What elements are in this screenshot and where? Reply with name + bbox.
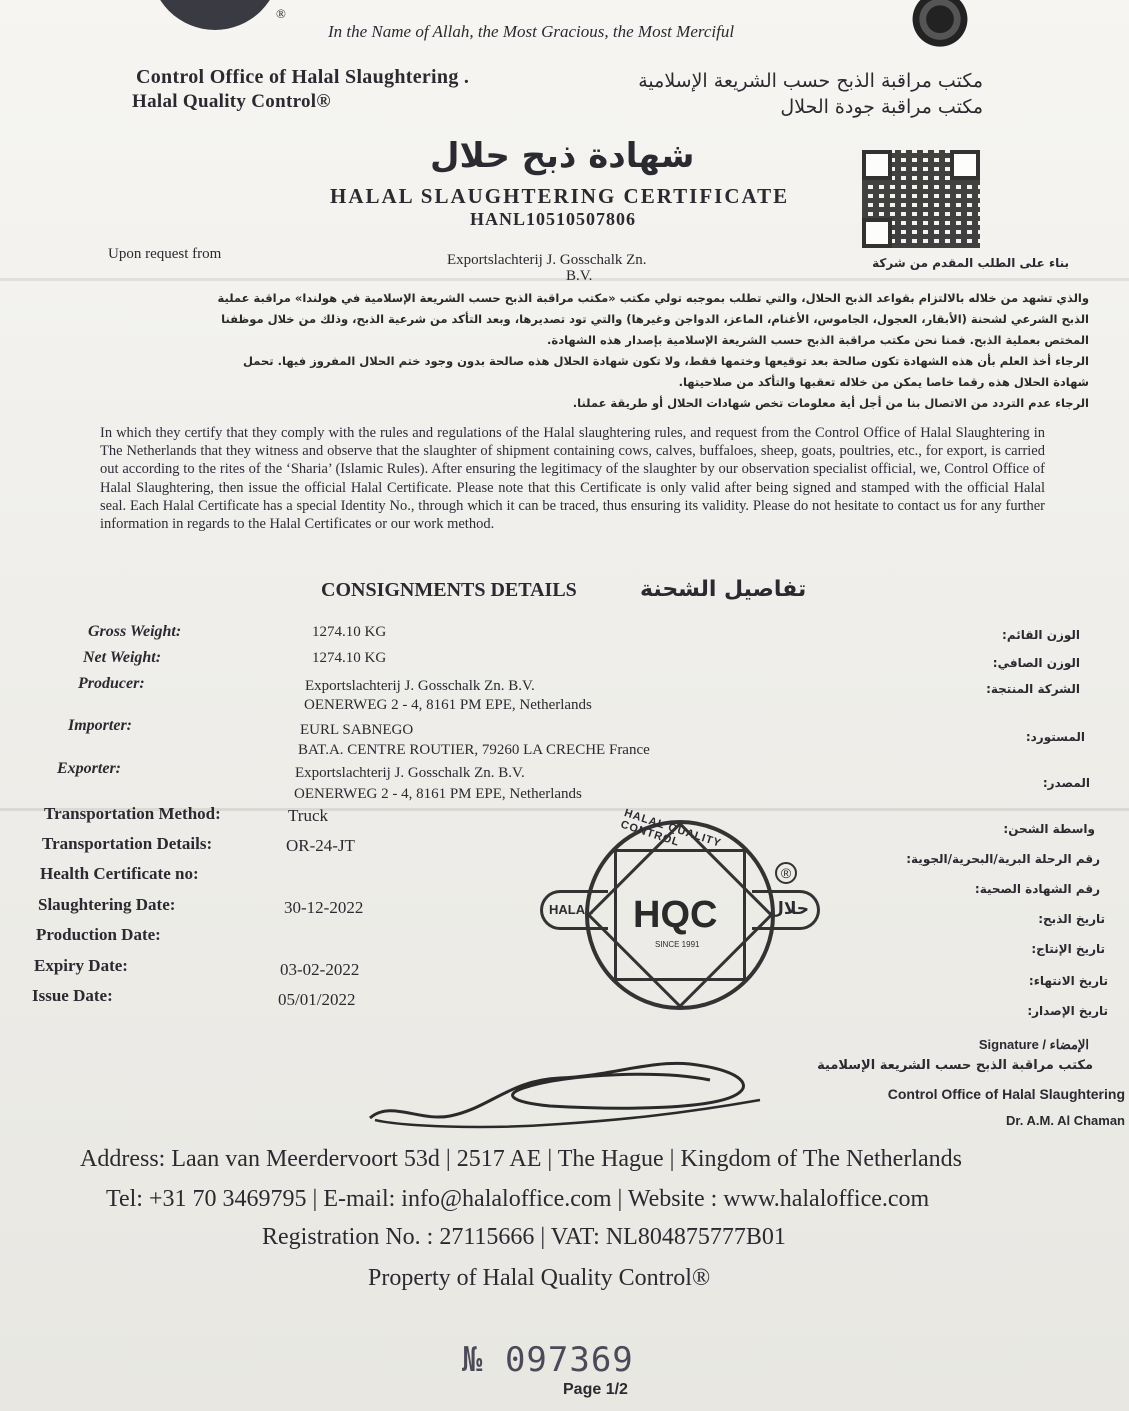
issue-date-label: Issue Date: bbox=[32, 986, 113, 1005]
signature-org-en: Control Office of Halal Slaughtering bbox=[887, 1086, 1125, 1102]
seal-right-arm-text: حلال bbox=[769, 899, 809, 919]
net-weight-value: 1274.10 KG bbox=[312, 650, 387, 666]
importer-line1: EURL SABNEGO bbox=[300, 722, 414, 738]
footer-registration: Registration No. : 27115666 | VAT: NL804875777B01 bbox=[262, 1224, 786, 1250]
arabic-line: المختص بعملية الذبح. فمنا نحن مكتب مراقبة الذبح حسب الشريعة الإسلامية بإصدار هذه الشهادة. bbox=[547, 333, 1089, 347]
exporter-line2: OENERWEG 2 - 4, 8161 PM EPE, Netherlands bbox=[294, 786, 582, 802]
serial-number: № 097369 bbox=[462, 1340, 634, 1380]
importer-label-ar: المستورد: bbox=[1025, 730, 1085, 744]
gross-weight-label-ar: الوزن القائم: bbox=[1002, 628, 1080, 642]
footer-address: Address: Laan van Meerdervoort 53d | 2517 AE | The Hague | Kingdom of The Netherlands bbox=[80, 1146, 962, 1172]
exporter-label-ar: المصدر: bbox=[1042, 776, 1090, 790]
net-weight-label: Net Weight: bbox=[83, 649, 162, 666]
org-name-ar-2: مكتب مراقبة جودة الحلال bbox=[780, 96, 983, 118]
exporter-line1: Exportslachterij J. Gosschalk Zn. B.V. bbox=[295, 765, 525, 781]
importer-label: Importer: bbox=[68, 717, 132, 734]
registered-mark: ® bbox=[276, 6, 286, 21]
seal-registered-mark: ® bbox=[775, 862, 797, 884]
expiry-date-label: Expiry Date: bbox=[34, 956, 128, 975]
certificate-title-ar: شهادة ذبح حلال bbox=[430, 136, 695, 176]
slaughter-date-value: 30-12-2022 bbox=[284, 898, 364, 917]
production-date-label-ar: تاريخ الإنتاج: bbox=[1031, 942, 1105, 956]
net-weight-label-ar: الوزن الصافي: bbox=[992, 656, 1080, 670]
english-body: In which they certify that they comply with the rules and regulations of the Halal slaughtering rules, and request from the Control Office of Halal Slaughtering in The Netherlands that they witness and observe that the slaughter of shipment containing cows, calves, buffaloes, sheep, goats, poultries, etc., for export, is carried out according to the rites of the ‘Sharia’ (Islamic Rules). After ensuring the legitimacy of the slaughter by our observation specialist official, we, Control Office of Halal Slaughtering, then issue the official Halal Certificate. Please note that this Certificate is only valid after being signed and stamped with the official Halal seal. Each Halal Certificate has a special Identity No., through which it can be traced, thus ensuring its validity. Please do not hesitate to contact us for any further information in regards to the Halal Certificates or our work method. bbox=[100, 425, 1045, 533]
signature-label: Signature / الإمضاء bbox=[978, 1037, 1089, 1052]
request-label-ar: بناء على الطلب المقدم من شركة bbox=[872, 256, 1069, 270]
signature-name: Dr. A.M. Al Chaman bbox=[1006, 1113, 1125, 1128]
producer-label: Producer: bbox=[78, 675, 145, 692]
org-name-en-2: Halal Quality Control® bbox=[132, 91, 331, 112]
arabic-line: الذبح الشرعي لشحنة (الأبقار، العجول، الجاموس، الأغنام، الماعز، الدواجن وغيرها) والتي تود تصديرها، وبعد التأكد من شرعية الذبح، وذلك من خلال موظفنا bbox=[221, 312, 1089, 326]
producer-line2: OENERWEG 2 - 4, 8161 PM EPE, Netherlands bbox=[304, 697, 592, 713]
request-label-en: Upon request from bbox=[108, 246, 222, 262]
issue-date-label-ar: تاريخ الإصدار: bbox=[1027, 1004, 1108, 1018]
org-name-en-1: Control Office of Halal Slaughtering . bbox=[136, 66, 470, 88]
transport-details-label: Transportation Details: bbox=[42, 834, 213, 853]
certificate-title-en: HALAL SLAUGHTERING CERTIFICATE bbox=[330, 184, 790, 208]
transport-method-value: Truck bbox=[288, 806, 328, 825]
bismillah-text: In the Name of Allah, the Most Gracious, the Most Merciful bbox=[328, 22, 735, 41]
handwritten-signature-icon bbox=[360, 1040, 780, 1130]
health-cert-label: Health Certificate no: bbox=[40, 864, 199, 883]
expiry-date-label-ar: تاريخ الانتهاء: bbox=[1028, 974, 1108, 988]
transport-method-label-ar: واسطة الشحن: bbox=[1003, 822, 1095, 836]
consignment-title-ar: تفاصيل الشحنة bbox=[640, 577, 807, 602]
qr-code-icon[interactable] bbox=[862, 150, 980, 248]
gross-weight-label: Gross Weight: bbox=[88, 623, 182, 640]
consignment-title-en: CONSIGNMENTS DETAILS bbox=[321, 579, 577, 601]
arabic-line: شهادة الحلال هذه رقما خاصا يمكن من خلاله تعقبها والتأكد من صلاحيتها. bbox=[678, 375, 1089, 389]
arabic-body bbox=[89, 288, 1089, 414]
producer-line1: Exportslachterij J. Gosschalk Zn. B.V. bbox=[305, 678, 535, 694]
expiry-date-value: 03-02-2022 bbox=[280, 960, 360, 979]
page-number: Page 1/2 bbox=[563, 1381, 628, 1398]
organization-logo-icon bbox=[150, 0, 280, 30]
request-company-line2: B.V. bbox=[566, 268, 593, 284]
paper-fold-top bbox=[0, 278, 1129, 281]
request-company-line1: Exportslachterij J. Gosschalk Zn. bbox=[447, 252, 647, 268]
transport-method-label: Transportation Method: bbox=[44, 804, 221, 823]
issue-date-value: 05/01/2022 bbox=[278, 990, 356, 1009]
production-date-label: Production Date: bbox=[36, 925, 161, 944]
calligraphy-emblem-icon bbox=[905, 0, 975, 48]
hqc-seal-stamp-icon bbox=[585, 807, 775, 1010]
exporter-label: Exporter: bbox=[57, 760, 121, 777]
signature-org-ar: مكتب مراقبة الذبح حسب الشريعة الإسلامية bbox=[817, 1058, 1093, 1073]
gross-weight-value: 1274.10 KG bbox=[312, 624, 387, 640]
slaughter-date-label-ar: تاريخ الذبح: bbox=[1038, 912, 1105, 926]
org-name-ar-1: مكتب مراقبة الذبح حسب الشريعة الإسلامية bbox=[638, 70, 983, 92]
producer-label-ar: الشركة المنتجة: bbox=[986, 682, 1080, 696]
arabic-line: الرجاء أخذ العلم بأن هذه الشهادة تكون صالحة بعد توقيعها وختمها فقط، ولا تكون شهادة الحلال هذه صالحة بدون وجود ختم الحلال المفروز فيها. تحمل bbox=[243, 354, 1089, 368]
transport-details-value: OR-24-JT bbox=[286, 836, 355, 855]
seal-center-text: HQC bbox=[633, 894, 718, 936]
seal-ring-text: HALAL QUALITY CONTROL bbox=[619, 807, 723, 850]
certificate-number: HANL10510507806 bbox=[470, 209, 637, 229]
seal-since-text: SINCE 1991 bbox=[655, 940, 700, 949]
transport-details-label-ar: رقم الرحلة البرية/البحرية/الجوية: bbox=[906, 852, 1100, 866]
footer-contact: Tel: +31 70 3469795 | E-mail: info@halaloffice.com | Website : www.halaloffice.com bbox=[106, 1186, 930, 1212]
importer-line2: BAT.A. CENTRE ROUTIER, 79260 LA CRECHE France bbox=[298, 742, 650, 758]
health-cert-label-ar: رقم الشهادة الصحية: bbox=[974, 882, 1100, 896]
arabic-line: الرجاء عدم التردد من الاتصال بنا من أجل أية معلومات تخص شهادات الحلال أو طريقة عملنا. bbox=[572, 396, 1089, 410]
footer-property: Property of Halal Quality Control® bbox=[368, 1265, 711, 1291]
arabic-line: والذي تشهد من خلاله بالالتزام بقواعد الذبح الحلال، والتي تطلب بموجبه تولي مكتب «مكتب مراقبة الذبح حسب الشريعة الإسلامية في هولندا» مراقبة عملية bbox=[217, 291, 1089, 305]
seal-left-arm-text: HALAL bbox=[549, 902, 594, 917]
slaughter-date-label: Slaughtering Date: bbox=[38, 895, 176, 914]
